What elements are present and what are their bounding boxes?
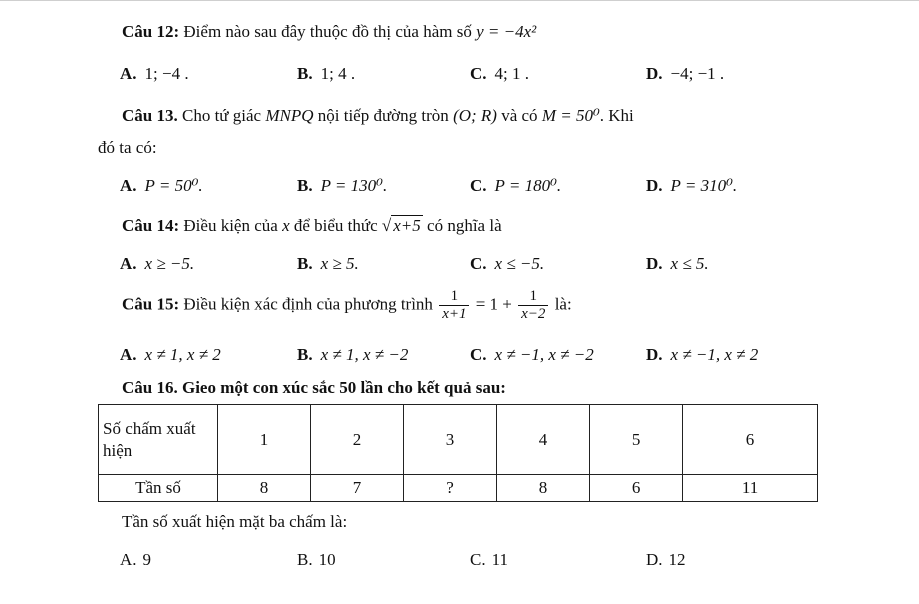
question-13-circle: (O; R)	[453, 106, 497, 125]
q13-option-d[interactable]: D. P = 310⁰.	[646, 176, 738, 195]
q13-option-c[interactable]: C. P = 180⁰.	[470, 176, 562, 195]
question-12-formula: y = −4x²	[476, 22, 537, 41]
q16-option-d[interactable]: D. 12	[646, 550, 686, 569]
question-14-text-1: Điều kiện của	[183, 216, 278, 235]
q14-option-a[interactable]: A. x ≥ −5.	[120, 254, 195, 273]
q15-option-c[interactable]: C. x ≠ −1, x ≠ −2	[470, 345, 594, 364]
question-15-fraction-2: $\frac{1}{x-2}$	[518, 288, 548, 323]
q15-option-a[interactable]: A. x ≠ 1, x ≠ 2	[120, 345, 221, 364]
question-14	[122, 216, 502, 236]
q12-option-d[interactable]: D. −4; −1 .	[646, 64, 725, 83]
question-15-suffix: là:	[554, 294, 572, 314]
question-16-text: Gieo một con xúc sắc 50 lần cho kết quả sau:	[181, 378, 506, 397]
table-cell: 8	[497, 475, 590, 502]
table-cell: 6	[683, 405, 818, 475]
question-13-given: M = 50⁰	[541, 106, 600, 125]
table-cell: 11	[683, 475, 818, 502]
question-13-text-3: và có	[501, 106, 538, 125]
question-15-fraction-1: $\frac{1}{x+1}$	[439, 288, 469, 323]
table-cell: ?	[404, 475, 497, 502]
question-14-text-2: để biểu thức	[293, 216, 378, 235]
q13-option-b[interactable]: B. P = 130⁰.	[297, 176, 388, 195]
table-cell: 4	[497, 405, 590, 475]
question-15	[122, 288, 572, 323]
question-15-equals: = 1 +	[475, 294, 512, 314]
q14-option-b[interactable]: B. x ≥ 5.	[297, 254, 359, 273]
question-14-text-3: có nghĩa là	[427, 216, 502, 235]
question-16	[122, 378, 506, 398]
question-13-line-2: đó ta có:	[98, 138, 157, 157]
table-cell: 1	[218, 405, 311, 475]
q15-option-d[interactable]: D. x ≠ −1, x ≠ 2	[646, 345, 759, 364]
frequency-table	[98, 404, 818, 502]
question-14-var: x	[282, 216, 290, 235]
question-13-text-2: nội tiếp đường tròn	[317, 106, 449, 125]
table-cell: 2	[311, 405, 404, 475]
question-13-number: Câu 13.	[122, 106, 178, 125]
q12-option-b[interactable]: B. 1; 4 .	[297, 64, 356, 83]
question-13-text-1: Cho tứ giác	[181, 106, 262, 125]
question-13-text-4: . Khi	[599, 106, 634, 125]
q12-option-c[interactable]: C. 4; 1 .	[470, 64, 530, 83]
q12-option-a[interactable]: A. 1; −4 .	[120, 64, 189, 83]
question-14-number: Câu 14:	[122, 216, 180, 235]
q16-option-b[interactable]: B. 10	[297, 550, 336, 569]
question-15-text: Điều kiện xác định của phương trình	[183, 294, 433, 314]
question-13	[122, 106, 634, 126]
table-header-frequency: Tần số	[99, 475, 218, 502]
table-cell: 6	[590, 475, 683, 502]
question-14-sqrt: √ x+5	[381, 216, 421, 235]
table-cell: 5	[590, 405, 683, 475]
table-row	[99, 405, 818, 475]
table-cell: 8	[218, 475, 311, 502]
question-16-number: Câu 16.	[122, 378, 178, 397]
table-cell: 3	[404, 405, 497, 475]
q16-option-c[interactable]: C. 11	[470, 550, 508, 569]
question-16-after: Tần số xuất hiện mặt ba chấm là:	[122, 512, 348, 531]
q16-option-a[interactable]: A. 9	[120, 550, 152, 569]
q13-option-a[interactable]: A. P = 50⁰.	[120, 176, 203, 195]
q15-option-b[interactable]: B. x ≠ 1, x ≠ −2	[297, 345, 409, 364]
question-15-number: Câu 15:	[122, 294, 180, 314]
question-12-number: Câu 12:	[122, 22, 180, 41]
question-14-radicand: x+5	[393, 216, 421, 235]
table-cell: 7	[311, 475, 404, 502]
table-row	[99, 475, 818, 502]
top-divider	[0, 0, 919, 1]
question-13-quad: MNPQ	[265, 106, 314, 125]
q14-option-d[interactable]: D. x ≤ 5.	[646, 254, 709, 273]
table-header-faces: Số chấm xuất hiện	[99, 405, 218, 475]
question-12	[122, 22, 536, 42]
question-12-text: Điểm nào sau đây thuộc đồ thị của hàm số	[183, 22, 472, 41]
q14-option-c[interactable]: C. x ≤ −5.	[470, 254, 545, 273]
